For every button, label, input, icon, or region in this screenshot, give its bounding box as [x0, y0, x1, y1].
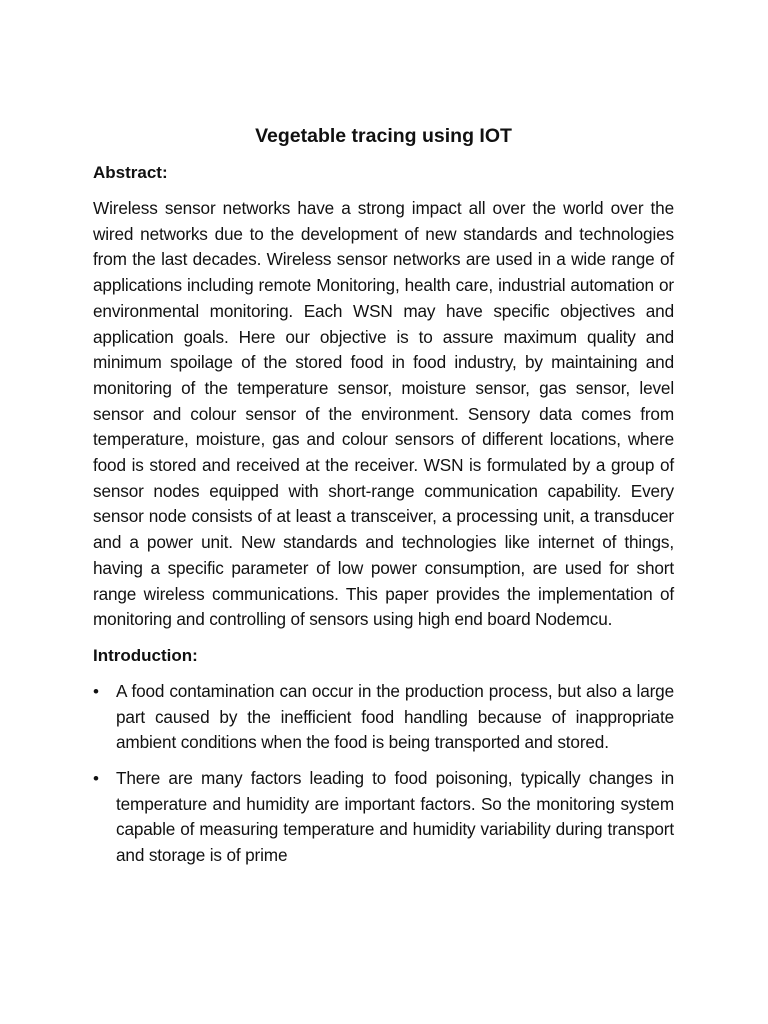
bullet-icon: •: [93, 681, 99, 701]
list-item: [93, 766, 674, 869]
introduction-bullet-list: [93, 679, 674, 869]
bullet-icon: •: [93, 769, 99, 789]
introduction-heading: Introduction:: [93, 645, 198, 665]
list-item: [93, 679, 674, 756]
bullet-text: A food contamination can occur in the production process, but also a large part caused by the inefficient food handling because of inappropriate ambient conditions when the food is being transported and stored.: [116, 680, 674, 753]
bullet-text: There are many factors leading to food poisoning, typically changes in temperature and humidity are important factors. So the monitoring system capable of measuring temperature and humidity variability during transport and storage is of prime: [116, 768, 674, 866]
abstract-paragraph: Wireless sensor networks have a strong impact all over the world over the wired networks due to the development of new standards and technologies from the last decades. Wireless sensor networks are used in a wide range of applications including remote Monitoring, health care, industrial automation or environmental monitoring. Each WSN may have specific objectives and application goals. Here our objective is to assure maximum quality and minimum spoilage of the stored food in food industry, by maintaining and monitoring of the temperature sensor, moisture sensor, gas sensor, level sensor and colour sensor of the environment. Sensory data comes from temperature, moisture, gas and colour sensors of different locations, where food is stored and received at the receiver. WSN is formulated by a group of sensor nodes equipped with short-range communication capability. Every sensor node consists of at least a transceiver, a processing unit, a transducer and a power unit. New standards and technologies like internet of things, having a specific parameter of low power consumption, are used for short range wireless communications. This paper provides the implementation of monitoring and controlling of sensors using high end board Nodemcu.: [93, 198, 674, 630]
abstract-heading: Abstract:: [93, 163, 168, 182]
document-title: Vegetable tracing using IOT: [255, 125, 512, 147]
